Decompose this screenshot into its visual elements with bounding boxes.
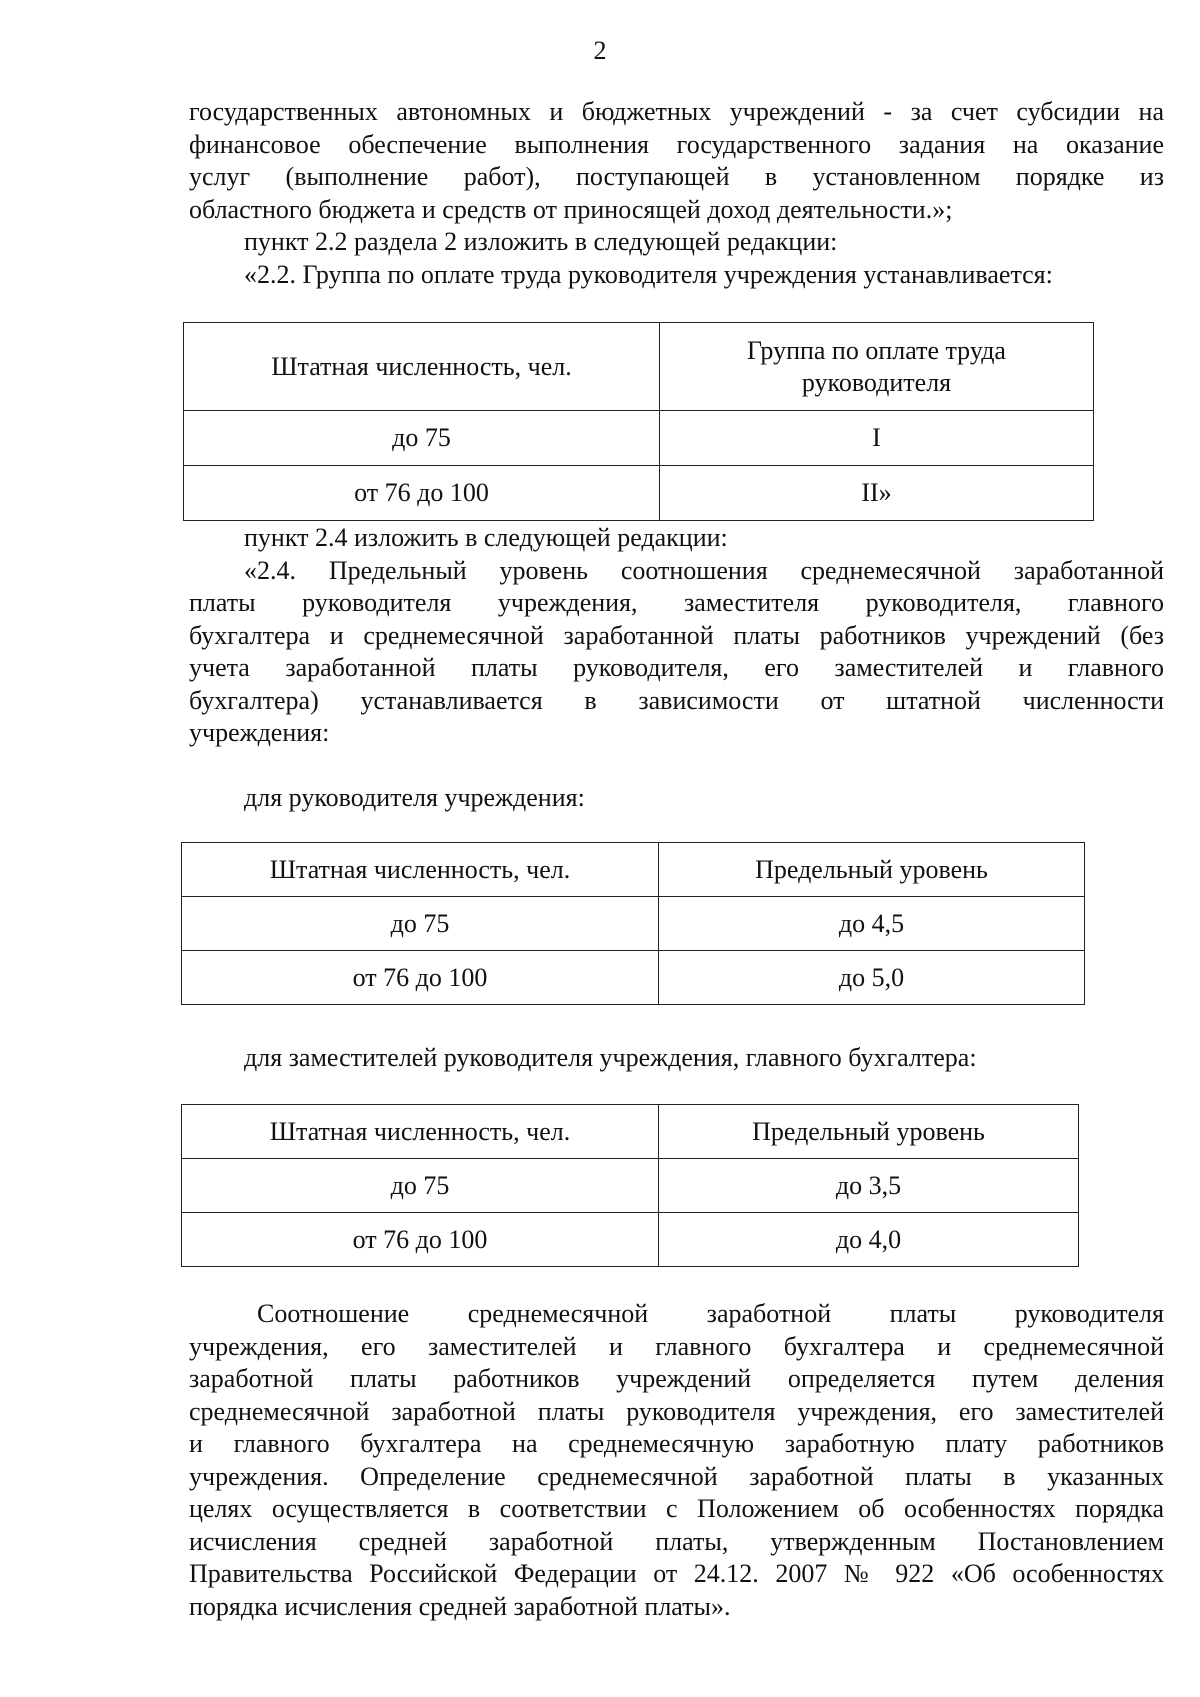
- table-header-cell: Штатная численность, чел.: [182, 843, 659, 897]
- table-row: [184, 466, 1094, 521]
- final-line: целях осуществляется в соответствии с Положением об особенностях порядка: [189, 1494, 1164, 1523]
- table-header-row: [184, 323, 1094, 411]
- table-row: [182, 897, 1085, 951]
- final-line: порядка исчисления средней заработной платы».: [189, 1591, 731, 1621]
- table-deputies-ratio: [181, 1104, 1079, 1267]
- table-row: [182, 1213, 1079, 1267]
- final-line: учреждения, его заместителей и главного бухгалтера и среднемесячной: [189, 1331, 1164, 1361]
- table-cell: до 3,5: [659, 1159, 1079, 1213]
- table-header-cell: Предельный уровень: [659, 1105, 1079, 1159]
- final-line: Правительства Российской Федерации от 24.12. 2007 № 922 «Об особенностях: [189, 1559, 1164, 1588]
- intro-line: финансовое обеспечение выполнения государственного задания на оказание: [189, 129, 1164, 159]
- clause-22-intro: пункт 2.2 раздела 2 изложить в следующей редакции:: [244, 227, 838, 256]
- clause-24-line: учета заработанной платы руководителя, его заместителей и главного: [189, 653, 1164, 682]
- subheading-head: для руководителя учреждения:: [244, 783, 585, 812]
- table-header-cell: Предельный уровень: [659, 843, 1085, 897]
- intro-line: государственных автономных и бюджетных учреждений - за счет субсидии на: [189, 97, 1164, 126]
- final-line: заработной платы работников учреждений определяется путем деления: [189, 1364, 1164, 1393]
- table-header-cell: Группа по оплате труда руководителя: [660, 323, 1094, 411]
- table-salary-group: [183, 322, 1094, 521]
- table-cell: II»: [660, 466, 1094, 521]
- table-cell: до 75: [182, 1159, 659, 1213]
- clause-22-text: «2.2. Группа по оплате труда руководителя учреждения устанавливается:: [244, 259, 1053, 289]
- intro-paragraph: [189, 96, 1164, 291]
- table-cell: от 76 до 100: [184, 466, 660, 521]
- intro-line: услуг (выполнение работ), поступающей в установленном порядке из: [189, 162, 1164, 191]
- final-line: среднемесячной заработной платы руководителя учреждения, его заместителей: [189, 1396, 1164, 1426]
- subheading-deputies: для заместителей руководителя учреждения, главного бухгалтера:: [244, 1043, 977, 1072]
- clause-24-line: бухгалтера) устанавливается в зависимости от штатной численности: [189, 685, 1164, 715]
- table-cell: до 4,0: [659, 1213, 1079, 1267]
- clause-24-line: учреждения:: [189, 718, 330, 747]
- table-cell: до 4,5: [659, 897, 1085, 951]
- final-paragraph: [189, 1298, 1164, 1623]
- clause-24-line: «2.4. Предельный уровень соотношения среднемесячной заработанной: [244, 555, 1164, 585]
- table-header-row: [182, 1105, 1079, 1159]
- table-cell: до 75: [184, 411, 660, 466]
- clause-24-line: платы руководителя учреждения, заместителя руководителя, главного: [189, 588, 1164, 617]
- table-cell: I: [660, 411, 1094, 466]
- final-line: учреждения. Определение среднемесячной заработной платы в указанных: [189, 1461, 1164, 1491]
- final-line: и главного бухгалтера на среднемесячную заработную плату работников: [189, 1429, 1164, 1458]
- table-cell: до 5,0: [659, 951, 1085, 1005]
- clause-24-line: бухгалтера и среднемесячной заработанной платы работников учреждений (без: [189, 620, 1164, 650]
- table-cell: от 76 до 100: [182, 951, 659, 1005]
- intro-line: областного бюджета и средств от приносящей доход деятельности.»;: [189, 194, 953, 224]
- table-header-cell: Штатная численность, чел.: [182, 1105, 659, 1159]
- table-row: [182, 1159, 1079, 1213]
- table-head-ratio: [181, 842, 1085, 1005]
- table-header-row: [182, 843, 1085, 897]
- table-cell: от 76 до 100: [182, 1213, 659, 1267]
- final-line: исчисления средней заработной платы, утвержденным Постановлением: [189, 1526, 1164, 1556]
- clause-24-intro: пункт 2.4 изложить в следующей редакции:: [244, 523, 728, 552]
- table-cell: до 75: [182, 897, 659, 951]
- table-header-cell: Штатная численность, чел.: [184, 323, 660, 411]
- table-row: [184, 411, 1094, 466]
- page-number: 2: [593, 36, 607, 65]
- table-row: [182, 951, 1085, 1005]
- final-line: Соотношение среднемесячной заработной платы руководителя: [257, 1299, 1164, 1328]
- clause-24-paragraph: [189, 522, 1164, 750]
